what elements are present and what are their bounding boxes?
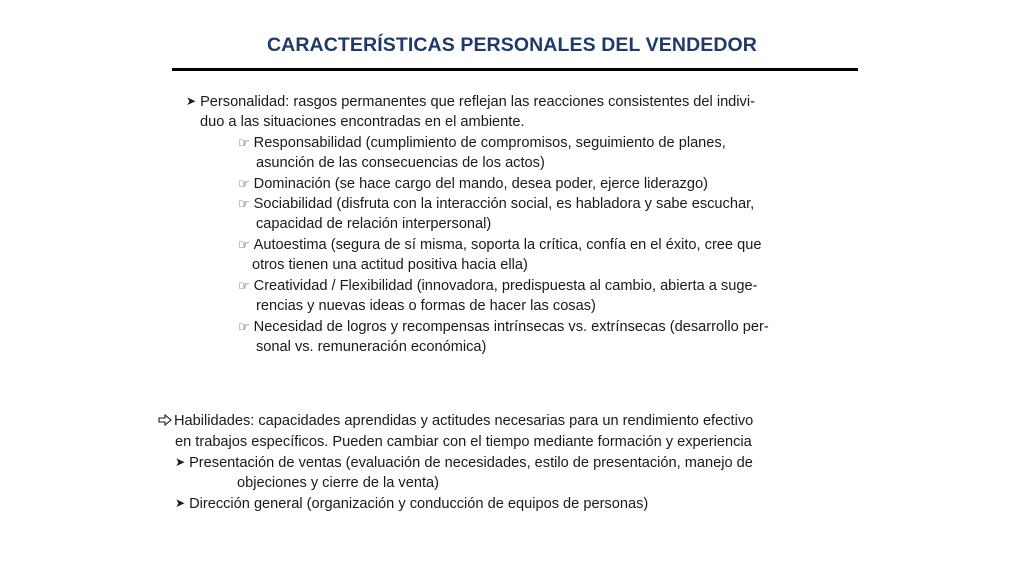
list-item-autoestima	[238, 235, 761, 255]
list-item-dominacion	[238, 174, 708, 194]
list-item-presentacion-ventas	[175, 453, 753, 473]
list-item-text: Dirección general (organización y conducción de equipos de personas)	[189, 496, 649, 512]
list-item-text: Necesidad de logros y recompensas intrínsecas vs. extrínsecas (desarrollo per-	[253, 319, 769, 335]
title-underline	[172, 68, 858, 71]
list-item-text: Sociabilidad (disfruta con la interacción social, es habladora y sabe escuchar,	[253, 196, 755, 212]
list-item-continuation: objeciones y cierre de la venta)	[237, 475, 439, 491]
pointing-hand-icon: ☞	[238, 319, 250, 334]
outline-arrow-icon	[158, 414, 172, 426]
arrowhead-bullet-icon: ➤	[186, 94, 197, 108]
habilidades-line-1	[158, 411, 753, 431]
habilidades-line-2: en trabajos específicos. Pueden cambiar con el tiempo mediante formación y experiencia	[175, 434, 752, 450]
list-item-responsabilidad	[238, 133, 726, 153]
list-item-text: Responsabilidad (cumplimiento de compromisos, seguimiento de planes,	[253, 135, 726, 151]
arrowhead-bullet-icon: ➤	[175, 496, 186, 510]
list-item-continuation: sonal vs. remuneración económica)	[256, 339, 487, 355]
pointing-hand-icon: ☞	[238, 278, 250, 293]
pointing-hand-icon: ☞	[238, 135, 250, 150]
pointing-hand-icon: ☞	[238, 237, 250, 252]
personalidad-line-2: duo a las situaciones encontradas en el ambiente.	[200, 114, 525, 130]
list-item-continuation: capacidad de relación interpersonal)	[256, 216, 492, 232]
list-item-continuation: otros tienen una actitud positiva hacia ella)	[252, 257, 528, 273]
personalidad-text-1: Personalidad: rasgos permanentes que reflejan las reacciones consistentes del indivi-	[200, 94, 755, 110]
personalidad-line-1	[186, 92, 755, 112]
list-item-text: Presentación de ventas (evaluación de necesidades, estilo de presentación, manejo de	[189, 455, 753, 471]
habilidades-text-1: Habilidades: capacidades aprendidas y actitudes necesarias para un rendimiento efectivo	[174, 413, 754, 429]
arrowhead-bullet-icon: ➤	[175, 455, 186, 469]
pointing-hand-icon: ☞	[238, 196, 250, 211]
list-item-text: Creatividad / Flexibilidad (innovadora, predispuesta al cambio, abierta a suge-	[253, 278, 758, 294]
list-item-text: Autoestima (segura de sí misma, soporta la crítica, confía en el éxito, cree que	[253, 237, 762, 253]
list-item-necesidad-logros	[238, 317, 769, 337]
list-item-continuation: asunción de las consecuencias de los actos)	[256, 155, 545, 171]
list-item-creatividad	[238, 276, 757, 296]
list-item-sociabilidad	[238, 194, 754, 214]
list-item-direccion-general	[175, 494, 648, 514]
list-item-text: Dominación (se hace cargo del mando, desea poder, ejerce liderazgo)	[253, 176, 708, 192]
pointing-hand-icon: ☞	[238, 176, 250, 191]
list-item-continuation: rencias y nuevas ideas o formas de hacer las cosas)	[256, 298, 596, 314]
page-title: CARACTERÍSTICAS PERSONALES DEL VENDEDOR	[266, 34, 757, 56]
